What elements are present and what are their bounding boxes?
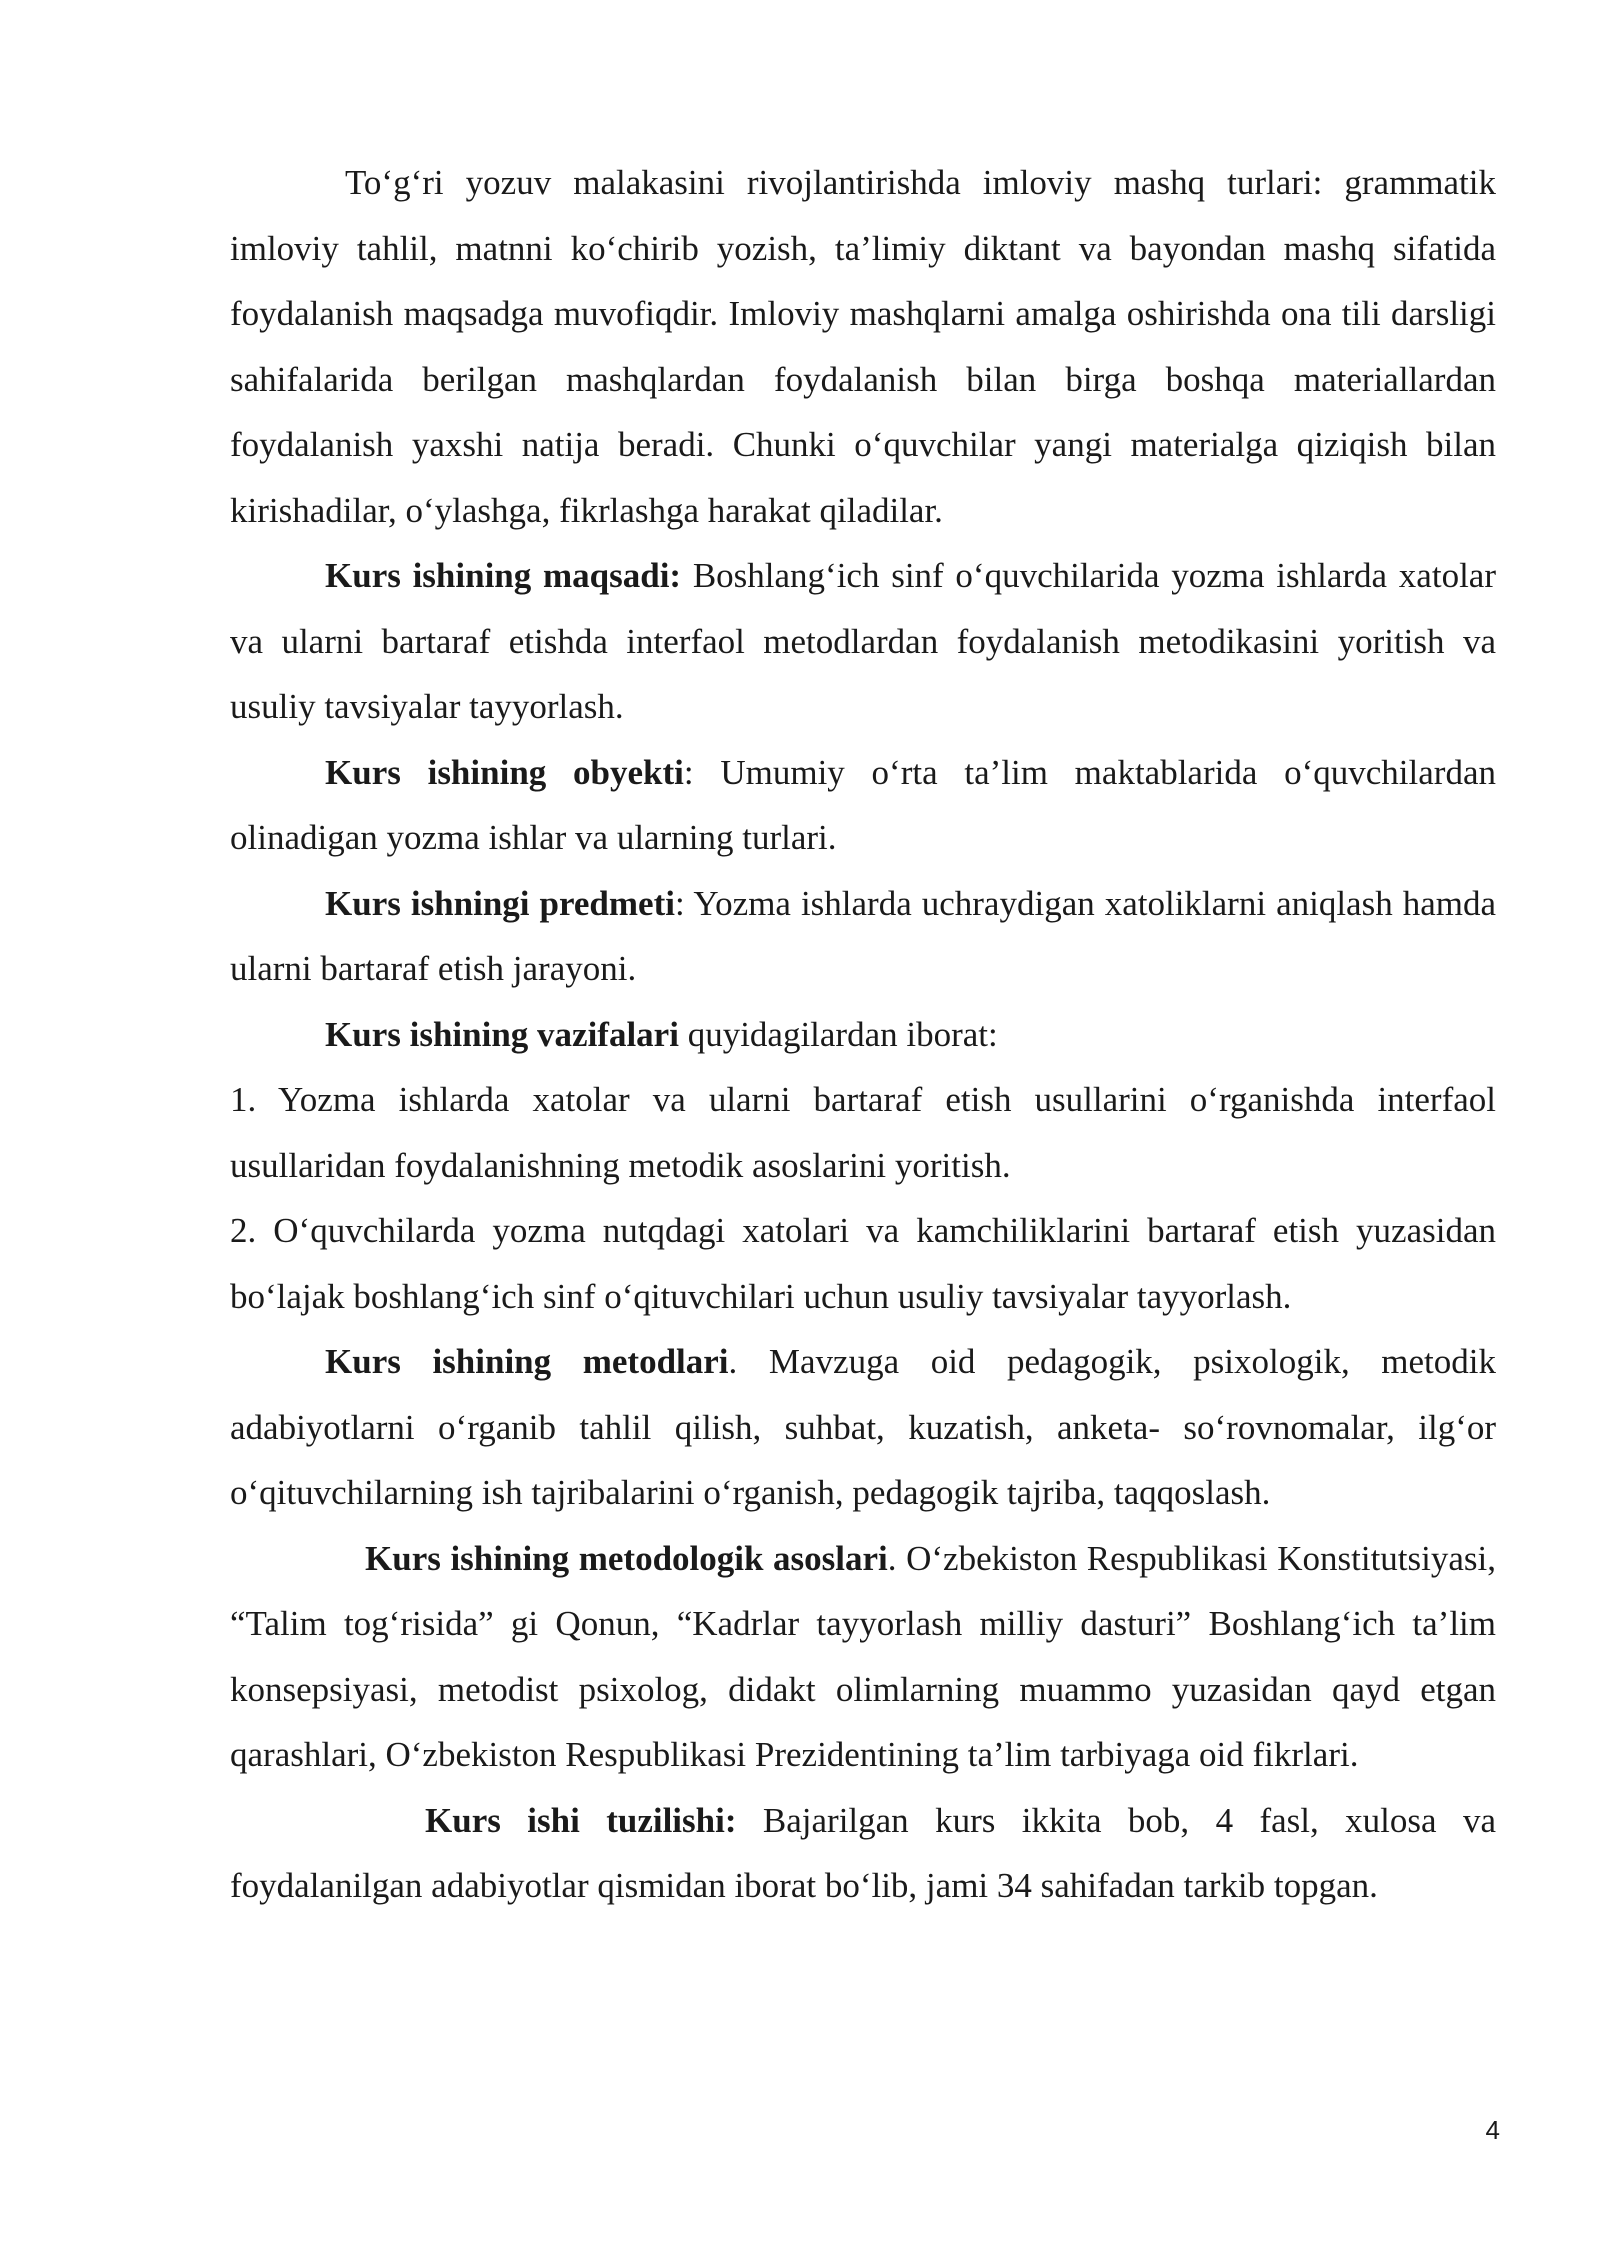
paragraph-heading: Kurs ishining obyekti xyxy=(325,752,684,792)
paragraph-heading: Kurs ishningi predmeti xyxy=(325,883,675,923)
document-body xyxy=(230,150,1496,1919)
list-item-2 xyxy=(230,1198,1496,1329)
paragraph-methodology xyxy=(230,1526,1496,1788)
paragraph-goal xyxy=(230,543,1496,740)
list-item-text: 1. Yozma ishlarda xatolar va ularni bartaraf etish usullarini o‘rganishda interfaol usullaridan foydalanishning metodik asoslarini yoritish. xyxy=(230,1080,1496,1185)
list-item-1 xyxy=(230,1067,1496,1198)
paragraph-text: To‘g‘ri yozuv malakasini rivojlantirishda imloviy mashq turlari: grammatik imloviy tahlil, matnni ko‘chirib yozish, ta’limiy diktant va bayondan mashq sifatida foydalanish maqsadga muvofiqdir. Imloviy mashqlarni amalga oshirishda ona tili darsligi sahifalarida berilgan mashqlardan foydalanish bilan birga boshqa materiallardan foydalanish yaxshi natija beradi. Chunki o‘quvchilar yangi materialga qiziqish bilan kirishadilar, o‘ylashga, fikrlashga harakat qiladilar. xyxy=(230,163,1496,530)
paragraph-tasks xyxy=(230,1002,1496,1068)
paragraph-subject xyxy=(230,871,1496,1002)
paragraph-text: : Umumiy o‘rta ta’lim maktablarida o‘quvchilardan olinadigan yozma ishlar va ularning turlari. xyxy=(230,752,1496,857)
page-number: 4 xyxy=(1485,2115,1500,2145)
paragraph-text: quyidagilardan iborat: xyxy=(678,1014,998,1054)
paragraph-heading: Kurs ishining vazifalari xyxy=(325,1014,679,1054)
paragraph-methods xyxy=(230,1329,1496,1526)
paragraph-text: . O‘zbekiston Respublikasi Konstitutsiyasi, “Talim tog‘risida” gi Qonun, “Kadrlar tayyorlash milliy dasturi” Boshlang‘ich ta’lim konsepsiyasi, metodist psixolog, didakt olimlarning muammo yuzasidan qayd etgan qarashlari, O‘zbekiston Respublikasi Prezidentining ta’lim tarbiyaga oid fikrlari. xyxy=(230,1538,1496,1774)
paragraph-intro xyxy=(230,150,1496,543)
paragraph-text: Boshlang‘ich sinf o‘quvchilarida yozma ishlarda xatolar va ularni bartaraf etishda interfaol metodlardan foydalanish metodikasini yoritish va usuliy tavsiyalar tayyorlash. xyxy=(230,556,1496,726)
paragraph-text: Bajarilgan kurs ikkita bob, 4 fasl, xulosa va foydalanilgan adabiyotlar qismidan iborat bo‘lib, jami 34 sahifadan tarkib topgan. xyxy=(230,1800,1496,1905)
paragraph-text: : Yozma ishlarda uchraydigan xatoliklarni aniqlash hamda ularni bartaraf etish jarayoni. xyxy=(230,883,1496,988)
paragraph-heading: Kurs ishining maqsadi: xyxy=(325,556,682,595)
paragraph-structure xyxy=(230,1788,1496,1919)
paragraph-heading: Kurs ishining metodologik asoslari xyxy=(365,1538,888,1578)
paragraph-heading: Kurs ishining metodlari xyxy=(325,1342,729,1381)
paragraph-text: . Mavzuga oid pedagogik, psixologik, metodik adabiyotlarni o‘rganib tahlil qilish, suhbat, kuzatish, anketa- so‘rovnomalar, ilg‘or o‘qituvchilarning ish tajribalarini o‘rganish, pedagogik tajriba, taqqoslash. xyxy=(230,1342,1497,1512)
paragraph-object xyxy=(230,740,1496,871)
paragraph-heading: Kurs ishi tuzilishi: xyxy=(425,1800,737,1840)
list-item-text: 2. O‘quvchilarda yozma nutqdagi xatolari va kamchiliklarini bartaraf etish yuzasidan bo‘lajak boshlang‘ich sinf o‘qituvchilari uchun usuliy tavsiyalar tayyorlash. xyxy=(230,1211,1496,1316)
